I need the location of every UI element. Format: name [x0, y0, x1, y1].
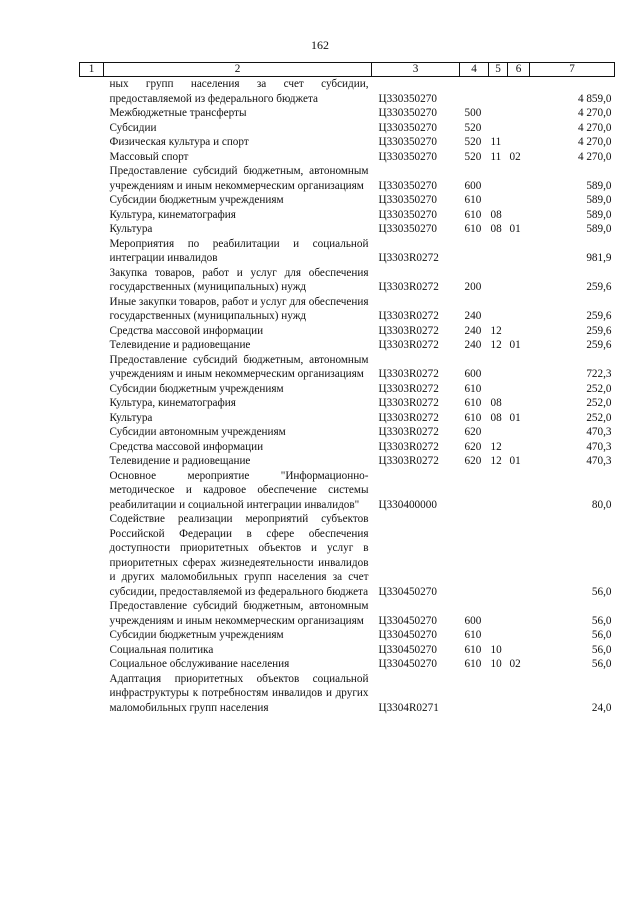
column-header-5: 5	[489, 63, 508, 77]
row-number-cell	[80, 396, 104, 411]
row-expense-type: 520	[464, 150, 482, 163]
row-csr-code: Ц3304R0271	[378, 701, 439, 714]
table-row	[80, 353, 615, 382]
table-row	[80, 628, 615, 643]
row-amount: 56,0	[591, 658, 612, 670]
header-row	[80, 63, 615, 77]
row-amount: 259,6	[586, 281, 612, 293]
row-amount: 252,0	[586, 382, 612, 395]
row-number-cell	[80, 425, 104, 440]
row-section: 08	[490, 397, 502, 409]
table-row	[80, 672, 615, 716]
row-name: Физическая культура и спорт	[109, 136, 249, 148]
table-row	[80, 135, 615, 150]
row-number-cell	[80, 454, 104, 469]
row-subsection	[508, 324, 530, 339]
row-csr-code: Ц3303R0272	[378, 382, 439, 395]
row-number-cell	[80, 643, 104, 658]
row-csr-code: Ц330350270	[378, 223, 437, 235]
row-name: Субсидии автономным учреждениям	[109, 426, 286, 438]
row-number-cell	[80, 628, 104, 643]
row-expense-type: 610	[464, 382, 482, 395]
row-expense-type	[460, 77, 489, 107]
row-amount: 4 270,0	[577, 136, 612, 148]
row-section	[489, 512, 508, 599]
page-number: 162	[311, 38, 329, 52]
row-number-cell	[80, 208, 104, 223]
row-name: Средства массовой информации	[109, 324, 264, 337]
row-name: Предоставление субсидий бюджетным, автономным учреждениям и иным некоммерческим организациям	[109, 165, 369, 192]
row-subsection	[508, 208, 530, 223]
row-name: ных групп населения за счет субсидии, предоставляемой из федерального бюджета	[109, 78, 369, 105]
row-expense-type: 620	[464, 455, 482, 467]
table-row	[80, 208, 615, 223]
row-number-cell	[80, 121, 104, 136]
row-name: Средства массовой информации	[109, 440, 264, 453]
row-csr-code: Ц3303R0272	[378, 281, 439, 293]
row-csr-code: Ц330350270	[378, 208, 437, 221]
row-csr-code: Ц330450270	[378, 585, 437, 598]
row-section	[489, 353, 508, 382]
row-number-cell	[80, 150, 104, 165]
row-section	[489, 164, 508, 193]
row-number-cell	[80, 164, 104, 193]
row-section: 10	[490, 643, 502, 656]
row-number-cell	[80, 222, 104, 237]
row-amount: 470,3	[586, 440, 612, 453]
row-expense-type: 610	[464, 223, 482, 235]
row-name: Культура, кинематография	[109, 208, 236, 221]
row-subsection: 02	[509, 150, 521, 163]
row-amount: 56,0	[591, 614, 612, 627]
row-section: 11	[490, 136, 502, 148]
budget-table	[79, 62, 615, 715]
row-subsection	[508, 628, 530, 643]
row-name: Телевидение и радиовещание	[109, 339, 251, 351]
row-csr-code: Ц330350270	[378, 136, 437, 148]
row-amount: 56,0	[591, 585, 612, 598]
row-name: Культура	[109, 223, 153, 235]
row-expense-type: 610	[464, 194, 482, 206]
row-section	[489, 628, 508, 643]
row-amount: 589,0	[586, 208, 612, 221]
row-subsection: 01	[509, 339, 521, 351]
row-name: Адаптация приоритетных объектов социальной инфраструктуры к потребностям инвалидов и других маломобильных групп населения	[109, 672, 369, 714]
row-csr-code: Ц330350270	[378, 179, 437, 192]
table-row	[80, 512, 615, 599]
row-section: 11	[490, 150, 502, 163]
row-subsection	[508, 237, 530, 266]
row-number-cell	[80, 193, 104, 208]
row-name: Мероприятия по реабилитации и социальной интеграции инвалидов	[109, 237, 369, 264]
column-header-7: 7	[530, 63, 615, 77]
row-section	[489, 599, 508, 628]
row-section: 10	[490, 658, 502, 670]
row-number-cell	[80, 106, 104, 121]
table-row	[80, 411, 615, 426]
row-section	[489, 382, 508, 397]
row-expense-type: 610	[464, 397, 482, 409]
row-subsection	[508, 353, 530, 382]
row-number-cell	[80, 237, 104, 266]
row-subsection	[508, 425, 530, 440]
row-expense-type: 620	[464, 426, 482, 438]
row-section	[489, 672, 508, 716]
row-name: Закупка товаров, работ и услуг для обеспечения государственных (муниципальных) нужд	[109, 266, 369, 293]
row-name: Социальная политика	[109, 643, 214, 656]
row-amount: 4 270,0	[577, 107, 612, 119]
row-subsection	[508, 599, 530, 628]
row-number-cell	[80, 77, 104, 107]
column-header-2: 2	[104, 63, 372, 77]
row-subsection	[508, 266, 530, 295]
table-row	[80, 657, 615, 672]
row-expense-type: 240	[464, 339, 482, 351]
row-csr-code: Ц3303R0272	[378, 426, 439, 438]
row-number-cell	[80, 411, 104, 426]
table-row	[80, 599, 615, 628]
row-amount: 80,0	[591, 498, 612, 511]
row-section: 12	[490, 455, 502, 467]
table-row	[80, 338, 615, 353]
row-amount: 470,3	[586, 426, 612, 438]
table-row	[80, 382, 615, 397]
table-row	[80, 643, 615, 658]
row-expense-type: 600	[464, 179, 482, 192]
row-csr-code: Ц3303R0272	[378, 310, 439, 322]
row-expense-type: 610	[464, 658, 482, 670]
column-header-6: 6	[508, 63, 530, 77]
table-row	[80, 440, 615, 455]
row-amount: 470,3	[586, 455, 612, 467]
row-csr-code: Ц330400000	[378, 498, 437, 511]
row-section: 08	[490, 208, 502, 221]
table-row	[80, 150, 615, 165]
row-section	[489, 266, 508, 295]
row-name: Субсидии бюджетным учреждениям	[109, 194, 284, 206]
table-row	[80, 469, 615, 513]
row-expense-type: 240	[464, 324, 482, 337]
table-row	[80, 295, 615, 324]
row-amount: 4 270,0	[577, 150, 612, 163]
row-csr-code: Ц330450270	[378, 658, 437, 670]
row-number-cell	[80, 295, 104, 324]
row-number-cell	[80, 512, 104, 599]
row-amount: 722,3	[586, 368, 612, 380]
row-amount: 259,6	[586, 310, 612, 322]
row-number-cell	[80, 599, 104, 628]
table-row	[80, 222, 615, 237]
row-amount: 589,0	[586, 223, 612, 235]
row-amount: 24,0	[591, 701, 612, 714]
table-row	[80, 425, 615, 440]
table-row	[80, 193, 615, 208]
row-name: Межбюджетные трансферты	[109, 107, 247, 119]
table-row	[80, 454, 615, 469]
row-name: Культура	[109, 411, 153, 424]
row-section	[489, 121, 508, 136]
row-section	[489, 106, 508, 121]
row-csr-code: Ц3303R0272	[378, 440, 439, 453]
row-expense-type: 520	[464, 121, 482, 134]
row-section: 08	[490, 411, 502, 424]
row-amount: 259,6	[586, 339, 612, 351]
row-amount: 56,0	[591, 643, 612, 656]
row-csr-code: Ц330350270	[378, 194, 437, 206]
row-csr-code: Ц330450270	[378, 643, 437, 656]
row-number-cell	[80, 382, 104, 397]
row-subsection: 01	[509, 411, 521, 424]
row-name: Телевидение и радиовещание	[109, 455, 251, 467]
row-csr-code: Ц3303R0272	[378, 397, 439, 409]
row-csr-code: Ц330350270	[378, 107, 437, 119]
row-csr-code: Ц330350270	[378, 121, 437, 134]
table-row	[80, 77, 615, 107]
row-amount: 259,6	[586, 324, 612, 337]
table-row	[80, 106, 615, 121]
row-subsection	[508, 193, 530, 208]
row-number-cell	[80, 353, 104, 382]
row-name: Основное мероприятие "Информационно-методическое и кадровое обеспечение системы реабилитации и социальной интеграции инвалидов"	[109, 469, 369, 511]
row-name: Предоставление субсидий бюджетным, автономным учреждениям и иным некоммерческим организациям	[109, 353, 369, 380]
row-expense-type	[460, 672, 489, 716]
row-amount: 4 859,0	[577, 92, 612, 105]
row-expense-type: 620	[464, 440, 482, 453]
row-name: Субсидии бюджетным учреждениям	[109, 382, 284, 395]
row-amount: 252,0	[586, 397, 612, 409]
row-number-cell	[80, 324, 104, 339]
row-expense-type: 200	[464, 281, 482, 293]
row-section	[489, 469, 508, 513]
row-amount: 56,0	[591, 629, 612, 641]
row-csr-code: Ц330350270	[378, 92, 437, 105]
row-expense-type: 610	[464, 643, 482, 656]
row-name: Субсидии	[109, 121, 157, 134]
row-subsection	[508, 135, 530, 150]
row-expense-type	[460, 237, 489, 266]
row-number-cell	[80, 135, 104, 150]
row-number-cell	[80, 266, 104, 295]
row-subsection	[508, 382, 530, 397]
row-subsection	[508, 121, 530, 136]
row-csr-code: Ц330350270	[378, 150, 437, 163]
row-amount: 4 270,0	[577, 121, 612, 134]
row-subsection	[508, 77, 530, 107]
row-number-cell	[80, 657, 104, 672]
row-expense-type: 600	[464, 368, 482, 380]
row-subsection	[508, 164, 530, 193]
column-header-4: 4	[460, 63, 489, 77]
row-amount: 252,0	[586, 411, 612, 424]
row-name: Субсидии бюджетным учреждениям	[109, 629, 284, 641]
row-subsection	[508, 106, 530, 121]
row-subsection	[508, 295, 530, 324]
column-header-1: 1	[80, 63, 104, 77]
row-section: 08	[490, 223, 502, 235]
row-expense-type: 240	[464, 310, 482, 322]
row-name: Социальное обслуживание населения	[109, 658, 290, 670]
row-section: 12	[490, 324, 502, 337]
row-number-cell	[80, 469, 104, 513]
row-csr-code: Ц3303R0272	[378, 339, 439, 351]
row-expense-type: 610	[464, 208, 482, 221]
row-subsection: 01	[509, 455, 521, 467]
table-row	[80, 237, 615, 266]
row-subsection	[508, 469, 530, 513]
table-body	[80, 77, 615, 716]
row-expense-type: 610	[464, 629, 482, 641]
row-csr-code: Ц3303R0272	[378, 455, 439, 467]
row-expense-type: 520	[464, 136, 482, 148]
row-section	[489, 295, 508, 324]
row-subsection: 02	[509, 658, 521, 670]
row-expense-type	[460, 469, 489, 513]
row-subsection	[508, 643, 530, 658]
row-subsection	[508, 440, 530, 455]
row-expense-type	[460, 512, 489, 599]
row-amount: 589,0	[586, 179, 612, 192]
row-csr-code: Ц3303R0272	[378, 368, 439, 380]
table-row	[80, 396, 615, 411]
table-row	[80, 121, 615, 136]
row-csr-code: Ц330450270	[378, 614, 437, 627]
row-name: Культура, кинематография	[109, 397, 236, 409]
row-expense-type: 500	[464, 107, 482, 119]
row-section	[489, 237, 508, 266]
row-section: 12	[490, 339, 502, 351]
row-number-cell	[80, 672, 104, 716]
row-section	[489, 77, 508, 107]
column-header-3: 3	[372, 63, 460, 77]
row-number-cell	[80, 338, 104, 353]
table-row	[80, 164, 615, 193]
row-name: Предоставление субсидий бюджетным, автономным учреждениям и иным некоммерческим организациям	[109, 600, 369, 627]
row-csr-code: Ц3303R0272	[378, 411, 439, 424]
row-name: Иные закупки товаров, работ и услуг для обеспечения государственных (муниципальных) нужд	[109, 295, 369, 322]
row-expense-type: 610	[464, 411, 482, 424]
row-expense-type: 600	[464, 614, 482, 627]
row-name: Массовый спорт	[109, 150, 189, 163]
row-section: 12	[490, 440, 502, 453]
row-amount: 589,0	[586, 194, 612, 206]
row-number-cell	[80, 440, 104, 455]
row-section	[489, 425, 508, 440]
row-amount: 981,9	[586, 252, 612, 264]
row-subsection	[508, 512, 530, 599]
row-subsection	[508, 672, 530, 716]
row-csr-code: Ц3303R0272	[378, 252, 439, 264]
row-csr-code: Ц330450270	[378, 629, 437, 641]
row-csr-code: Ц3303R0272	[378, 324, 439, 337]
row-section	[489, 193, 508, 208]
table-header	[80, 63, 615, 77]
table-row	[80, 324, 615, 339]
row-subsection	[508, 396, 530, 411]
row-name: Содействие реализации мероприятий субъектов Российской Федерации в сфере обеспечения доступности приоритетных объектов и услуг в приоритетных сферах жизнедеятельности инвалидов и других маломобильных групп населения за счет субсидии, предоставляемой из федерального бюджета	[109, 513, 369, 598]
row-subsection: 01	[509, 223, 521, 235]
table-row	[80, 266, 615, 295]
